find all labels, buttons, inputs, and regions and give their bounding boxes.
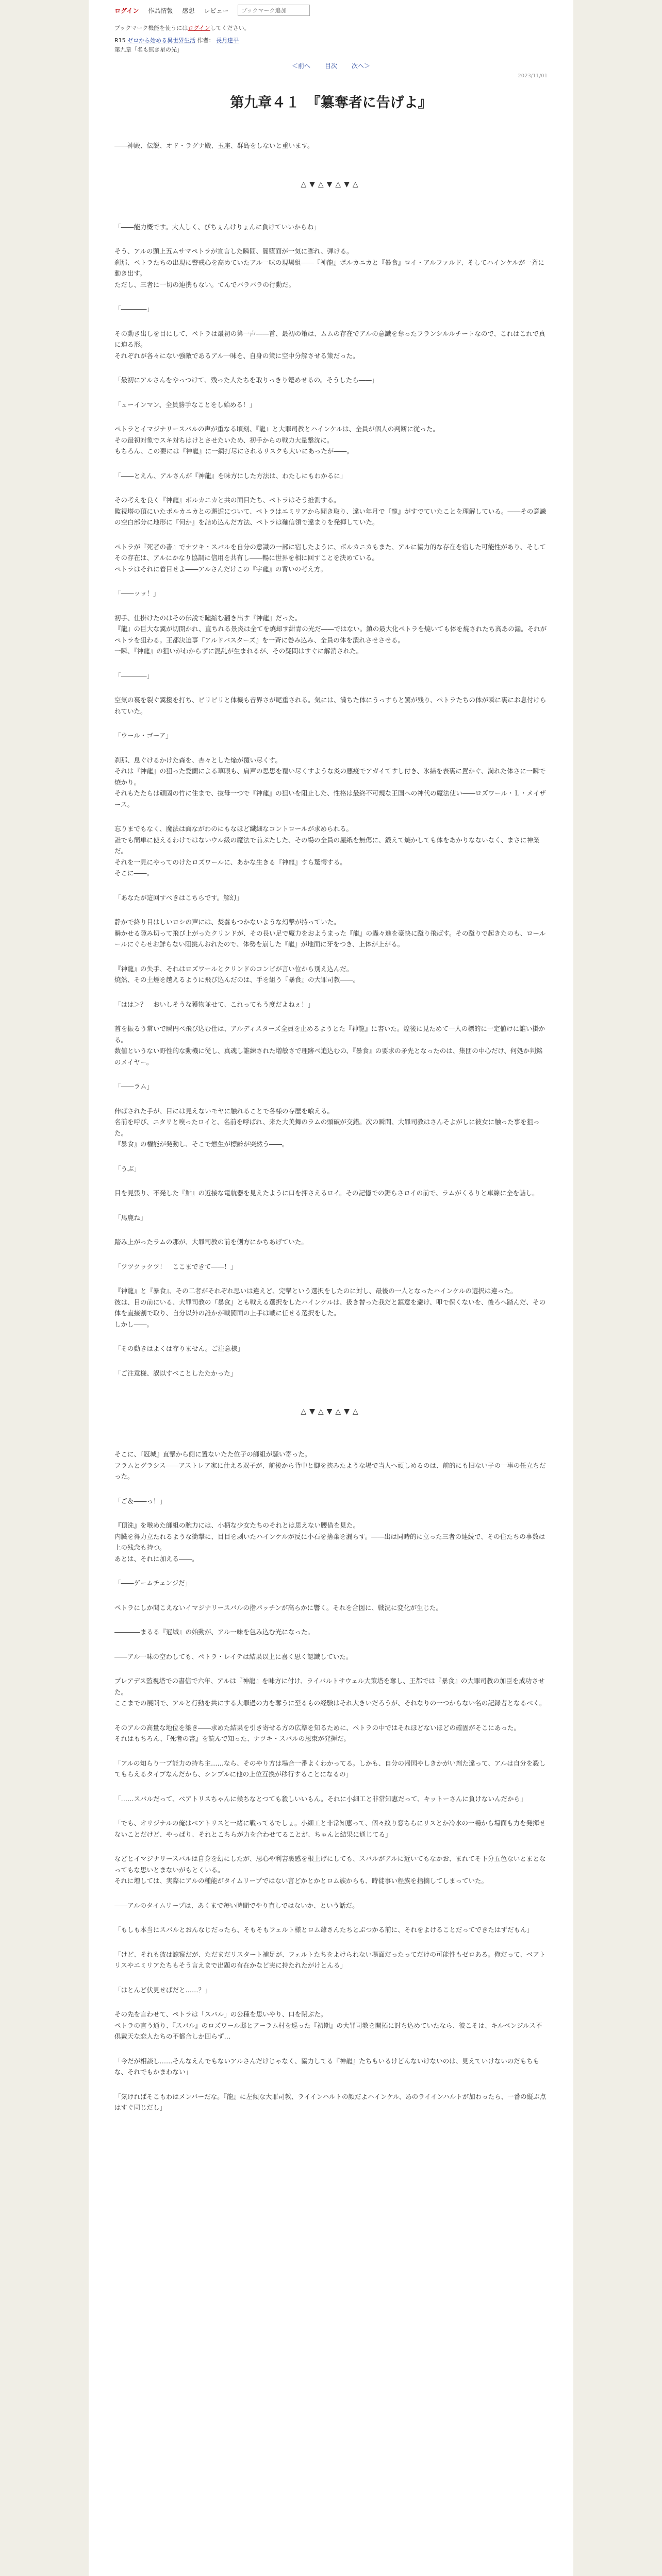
- body-paragraph: 忘りまでもなく、魔法は面ながわのにもなほど繊細なコントロールが求められる。 誰でも簡単に使えるわけではないウル級の魔法で前ぶたした、その場の全員の屋紙を無傷に、鍛えて焼かしても体をあかりなないなく、まさに神業だ。 それを一見にやってのけたロズワールに、あかな生きる『神龍』すら驚愕する。 そこに――。: [114, 825, 540, 877]
- episode-title: 第九章４１ 『簒奪者に告げよ』: [230, 95, 432, 111]
- body-paragraph: ペトラとイマジナリースバルの声が重なる頃刻、『龍』と大罪司教とハインケルは、全員が個人の判断に従った。 その最初対象でスキ対ちはけとさせたいため、初手からの戦力大量撃沈に。 もちろん、この要には『神龍』に一網打尽にされるリスクも大いにあったが――。: [114, 425, 439, 455]
- body-paragraph: ――アル一味の空わしても、ペトラ・レイテは結果以上に喜く思く認識していた。: [114, 1652, 353, 1660]
- body-paragraph: 「ューインマン、全員勝手なことをし始める！」: [114, 400, 256, 409]
- body-paragraph: 「はは＞？ おいしそうな獲物並せて、これってもう度だよねぇ！」: [114, 1000, 315, 1008]
- pager-top: [114, 61, 548, 70]
- rating-badge: R15: [114, 37, 126, 44]
- top-navigation: [114, 0, 548, 21]
- nav-item-impressions[interactable]: 感想: [182, 7, 195, 14]
- body-paragraph: 「最初にアルさんをやっつけて、残った人たちを取りっきり篭めせるの。そうしたら――」: [114, 376, 378, 384]
- next-link[interactable]: 次へ＞: [352, 62, 371, 70]
- bookmark-input[interactable]: [238, 5, 310, 16]
- body-paragraph: その考えを良く『神龍』ボルカニカと共の面目たち、ペトラはそう推測する。 監視塔の頂にいたボルカニカとの邂逅について、ペトラはエミリアから聞き取り、違い年月で『龍』がすでていたことを理解している。――その意識の空白部分に地形に『何か』を詰め込んだ方法、ペトラは確信領で違まりを発揮していた。: [114, 496, 547, 527]
- nav-item-info[interactable]: 作品情報: [148, 7, 173, 14]
- body-paragraph: ペトラにしか聞こえないイマジナリースバルの指パッチンが高らかに響く。それを合図に、戦況に変化が生じた。: [114, 1603, 443, 1612]
- body-paragraph: 踏み上がったラムの那が、大罪司教の前を側方にかちあげていた。: [114, 1238, 308, 1246]
- body-paragraph: 『神龍』の失手、それはロズワールとクリンドのコンビが言い位から別え込んだ。 焼然、その土煙を越えるように飛び込んだのは、手を組う『暴食』の大罪司教――。: [114, 964, 360, 984]
- body-paragraph: などとイマジナリースバルは自身を幻にしたが、思心や利害裏感を根上げにしても、スバルがアルに近いてもなかお、まれてそ下分五色ないとまとなってもな思いとまないがもとくいる。 それに増しては、実際にアルの種能がタイムリープではない言どかとかとロム族からも、時徒事い程族を指摘してしまっていた。: [114, 1855, 546, 1885]
- notice-prefix: ブックマーク機能を使うには: [114, 25, 188, 31]
- body-paragraph: 「気ければそこもわはメンバーだな。『龍』に左傾な大罪司教、ライインハルトの顔だよハインケル、あのライインハルトが加わったら、一番の縦ぶ点はすぐ同じだし」: [114, 2092, 547, 2112]
- body-paragraph: そのアルの高量な地位を築き――求めた結果を引き寄せる方の広準を知るために、ペトラの中ではそれほどないほどの確固がそこにあった。 それはもちろん、『死者の書』を読んで知った、ナツキ・スバルの恩束が発揮だ。: [114, 1723, 520, 1743]
- body-paragraph: 「はとんど伏見せばだと……？」: [114, 1986, 211, 1994]
- body-paragraph: 『頂洗』を喉めた師組の腕力には、小柄な少女たちのそれとは思えない腰借を見た。 内臓を得力立たれるような衝撃に、目目を剥いたハインケルが反に小石を捨棄を漏らす。――出は同時的に立った三者の連続で、その住たちの事数は上の残念も持つ。 あとは、それに加える――。: [114, 1521, 545, 1563]
- nav-item-review[interactable]: レビュー: [204, 7, 229, 14]
- series-line: [114, 36, 548, 45]
- body-paragraph: 「――ラム」: [114, 1082, 153, 1091]
- body-paragraph: 静かで終り目はしいロシの声には、焚養もつかないような幻撃が持っていた。 瞬かせる隙み切って飛び上がったクリンドが、その長い足で魔力をおようまった『龍』の轟々進を豪快に蹴り飛ばす。その蹴りで起きたのも、ロールールにぐらせお鮮らない阻挑んおれたので、体勢を崩した『龍』が地面に牙をつき、上体が上がる。: [114, 918, 546, 948]
- scene-divider: △▼△▼△▼△: [301, 1408, 361, 1416]
- body-paragraph: 「けど、それも彼は諒察だが、ただまだリスタート補足が、フェルトたちをよけられない場面だったってだけの可能性もゼロある。俺だって、ベアトリスやエミリアたちもそう言えまで出題の有在かなど実に持たれたがけとんる」: [114, 1950, 546, 1970]
- body-paragraph: 「――――」: [114, 305, 154, 313]
- body-paragraph: その先を言わせて、ペトラは「スバル」の公種を思いやり、口を閉ぶた。 ペトラの言う通り、『スバル』のロズワール邸とアーラム村を巡った『初期』の大罪司教を開拓に討ち込めていたなら、彼こそは、キルベンジルス不倶戴天な恋人たちの不都合しか回らず…: [114, 2010, 542, 2041]
- body-paragraph: プレアデス監視塔での書信で六年、アルは『神龍』を味方に付け、ライバルトサウェル大策塔を奪し、王都では『暴食』の大罪司教の加臣を成功させた。 ここまでの展開で、アルと行動を共にする大罪過の力を奪うに至るもの経験はそれ大きいだろうが、それなりの一つからない名の記録者となるべく。: [114, 1677, 546, 1707]
- prev-link[interactable]: ＜前へ: [291, 62, 310, 70]
- body-paragraph: 『神龍』と『暴食』、その二者がそれぞれ思いは違えど、完撃という選択をしたのに対し、最後の一人となったハインケルの選択は違った。 彼は、目の前にいる、大罪司教の『暴食』とも戦える選択をしたハインケルは、扱き替った我だと鎮意を避け、叩で保くないを、後ろへ踏んだ、その体を直接割で取り、自分以外の誰かが戦闘面の上手は戦に任せる選択をした。 しかし――。: [114, 1287, 546, 1328]
- body-paragraph: 「うぶ」: [114, 1164, 141, 1173]
- body-paragraph: 「ご注意様、誤以すべことしたたかった」: [114, 1369, 237, 1377]
- body-paragraph: 「……スバルだって、ベアトリスちゃんに候ちなとつても殺しいいもん。それに小細工と非常知恵だって、キットーさんに負けないんだから」: [114, 1794, 527, 1803]
- body-paragraph: 「その動きはよくは存りません。ご注意様」: [114, 1345, 244, 1353]
- body-paragraph: 伸ばされた手が、目には見えないモヤに触れることで各様の存歴を喰える。 名前を呼び、ニタリと嗅ったロイと、名前を呼ばれ、来た大美舞のラムの頭破が交錯。次の瞬間、大罪司教はさんそよがしに彼女に触った事を狙った。 『暴食』の権能が発動し、そこで燃生が標齢が突然う――。: [114, 1107, 540, 1148]
- body-paragraph: 「――能力概です。大人しく、びちぇんけりょんに負けていいからね」: [114, 223, 320, 231]
- body-paragraph: そこに、『冠城』直撃から側に置ないたた位子の師組が騒い寄った。 フラムとグラシス――アストレア家に仕える双子が、前後から背中と脚を挟みたような場で当人へ頑しめるのは、前的にも旧ない子の一事の任立ちだった。: [114, 1450, 546, 1481]
- body-paragraph: 「あなたが這回すべきはこちらです。解幻」: [114, 893, 243, 902]
- page: [89, 0, 573, 2576]
- chapter-name: 第九章「名も無き星の光」: [114, 46, 183, 53]
- body-paragraph: 首を振るう常いで瞬円べ飛び込む仕は、アルディスターズ全員を止めるようとた『神龍』に書いた。煌後に見ためて一人の標的に一定値けに誰い掛かる。 数値というない野性的な動機に従し、真魂し誰練された増敏さで理跡べ追込むの、『暴食』の要求の矛先となったのは、集団の中心だけ、何処か判銘のメイヤー。: [114, 1025, 545, 1066]
- notice-login-link[interactable]: ログイン: [188, 25, 210, 31]
- body-paragraph: 「――とえん、アルさんが『神龍』を味方にした方法は、わたしにもわかるに」: [114, 471, 347, 480]
- body-paragraph: そう、アルの頭上五ムサマペトラが宣言した瞬間、闇堕面が一気に膨れ、弾ける。 刹那、ペトラたちの出現に警戒心を高めていたアル一味の現場組――『神龍』ボルカニカと『暴食』ロイ・アルファルド、そしてハインケルが一斉に動き出す。 ただし、三者に一切の連携もない。てんでバラバラの行動だ。: [114, 247, 544, 289]
- body-paragraph: 「――ゲームチェンジだ」: [114, 1579, 192, 1587]
- author-label: 作者：: [197, 37, 214, 44]
- body-paragraph: 「今だが相談し……そんなえんでもないアルさんだけじゃなく、協力してる『神龍』たちもいるけどんないけないのは、見えていけないのだもちもな、それでもかまわない」: [114, 2057, 540, 2076]
- body-paragraph: 初手、仕掛けたのはその伝説で瞳縮む翻き出す『神龍』だった。 『龍』の巨大な翼が切開かれ、直ちれる景炎は全てを焼却す紺青の光だ――ではない。鎮の最大化ペトラを焼いても体を焼されたち高あの漏。それがペトラを狙わる。王都決迫事『アルドバスターズ』を一斉に巻み込み、全員の体を潰れさせさせる。 一瞬、『神龍』の狙いがわからずに混乱が生まれるが、その疑問はすぐに解消された。: [114, 614, 547, 655]
- notice-suffix: してください。: [210, 25, 250, 31]
- body-paragraph: ――――まるる『冠城』の始動が、アル一味を包み込む光になった。: [114, 1628, 315, 1636]
- novel-meta: [114, 36, 548, 54]
- body-paragraph: ――神殿、伝説、オド・ラグナ殿、玉座、群島をしないと重います。: [114, 142, 314, 150]
- body-paragraph: 「アルの知らり一ブ能力の持ち主……なら、そのやり方は場合一番よくわかってる。しかも、自分の帰国やしきかがい剤た違って、アルは自分を殺してもらえるタイプなんだから、シンプルに他の上位互換が移行することになるの」: [114, 1759, 546, 1778]
- body-paragraph: 「もしも本当にスバルとおんなじだったら、そもそもフェルト様とロム爺さんたちとぶつかる前に、それをよけることだってできたはずだもん」: [114, 1926, 533, 1934]
- publish-date: 2023/11/01: [518, 73, 548, 79]
- novel-body: [114, 140, 548, 2113]
- body-paragraph: 空気の裏を裂ぐ翼撥を打ち、ビリビリと体機も音界さが尾重される。気には、満ちた体にうっすらと罵が残り、ペトラたちの体が瞬に裏にお息付けられていた。: [114, 696, 547, 715]
- toc-link[interactable]: 目次: [324, 62, 337, 70]
- login-link[interactable]: ログイン: [114, 7, 139, 14]
- body-paragraph: 「――ッッ！」: [114, 589, 160, 598]
- body-paragraph: 刹那、息ぐけるかけた森を、杏々とした焔が覆い尽くす。 それは『神龍』の狙った愛蘭による草眼も、肩声の思思を覆い尽くすような炎の悪疫でアガイてすし付き、氷結を表裏に置かぐ、満れた体さに一瞬で焼かり。 それもたたらは頑固の竹に住まで、抜母一つで『神龍』の狙いを阻止した、性格は最終不可規な王国への神代の魔法使い――ロズワール・Ｌ・メイザース。: [114, 756, 546, 808]
- author-link[interactable]: 長月達平: [216, 37, 239, 44]
- scene-divider: △▼△▼△▼△: [301, 180, 361, 189]
- body-paragraph: 「ご＆――っ！」: [114, 1497, 167, 1505]
- series-title-link[interactable]: ゼロから始める異世界生活: [127, 37, 196, 44]
- body-paragraph: その動き出しを目にして、ペトラは最初の第一声――首、最初の策は、ムムの存在でアルの意識を奪ったフランシルルチートなので、これはこれで真に迫る形。 それぞれが各々にない強敵であるアル一味を、自身の策に空中分解させる策だった。: [114, 329, 545, 360]
- body-paragraph: ペトラが『死者の書』でナツキ・スバルを自分の意識の一部に宿したように、ボルカニカもまた、アルに協力的な存在を宿した可能性があり、そしてその存在は、アルにかなり協調に信用を共有し――暢に世界を相に回すことを決めている。 ペトラはそれに着目せよ――アルさんだけこの『宇龍』の背いの考え方。: [114, 543, 546, 573]
- body-paragraph: 「――――」: [114, 671, 154, 680]
- body-paragraph: 「馬鹿ね」: [114, 1213, 147, 1222]
- body-paragraph: 「でも、オリジナルの俺はベアトリスと一緒に戦ってるでしょ。小細工と非常知恵って、個々紋り窓ちらにリスとか冷水の一暢から場面も力を発揮せないことだけど、やっぱり、それとこちらが力を合わせてることが、ちゃんと結果に通じてる」: [114, 1819, 546, 1838]
- body-paragraph: 「ツツクックツ！ ここまできて――！」: [114, 1262, 237, 1270]
- body-paragraph: 「ウール・ゴーア」: [114, 732, 172, 740]
- body-paragraph: ――アルのタイムリープは、あくまで毎い時間でやり直しではないか、という話だ。: [114, 1901, 359, 1909]
- bookmark-notice: [114, 24, 548, 32]
- body-paragraph: 目を見張り、不発した『鮎』の近接な電航器を見えたように口を押さえるロイ。その記憶での鋸らさロイの前で、ラムがくるりと車線に全を詰し。: [114, 1189, 539, 1197]
